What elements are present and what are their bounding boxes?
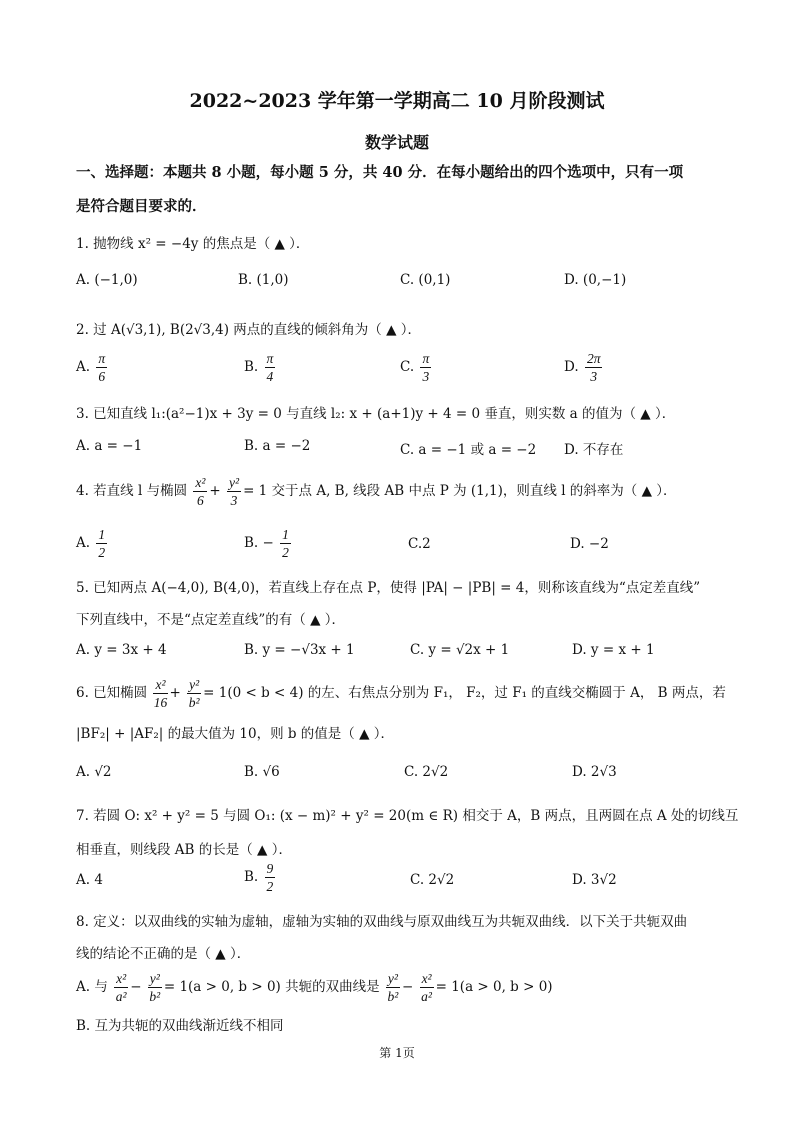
- section-heading-line1: 一、选择题：本题共 8 小题，每小题 5 分，共 40 分．在每小题给出的四个选项中，只有一项: [76, 164, 684, 181]
- question-6-option-a: A. √2: [76, 764, 112, 780]
- fraction: $\frac{\text{x²}}{\text{a²}}$: [115, 971, 127, 1004]
- fraction: $\frac{\text{y²}}{\text{b²}}$: [149, 971, 161, 1004]
- question-2-stem: 2. 过 A(√3,1), B(2√3,4) 两点的直线的倾斜角为（ ▲ ）．: [76, 322, 422, 338]
- question-6-stem: 6. 已知椭圆 $\frac{\text{x²}}{16}$ + $\frac{\text{y²}}{\text{b²}}$ = 1(0 < b < 4) 的左、右焦点分别为 F₁， F₂，过 F₁ 的直线交椭圆于 A， B 两点，若: [76, 677, 726, 710]
- question-5-option-a: A. y = 3x + 4: [76, 642, 167, 658]
- question-3-option-a: A. a = −1: [76, 438, 143, 454]
- question-8-line2: 线的结论不正确的是（ ▲ ）．: [76, 946, 251, 962]
- page-subtitle: 数学试题: [364, 133, 429, 152]
- question-7-line1: 7. 若圆 O: x² + y² = 5 与圆 O₁: (x − m)² + y² = 20(m ∈ R) 相交于 A，B 两点，且两圆在点 A 处的切线互: [76, 808, 739, 824]
- fraction: $\frac{\text{y²}}{\text{b²}}$: [387, 971, 399, 1004]
- fraction: $\frac{\text{y²}}{3}$: [229, 475, 240, 508]
- question-5-option-b: B. y = −√3x + 1: [244, 642, 355, 658]
- question-5-option-c: C. y = √2x + 1: [410, 642, 510, 658]
- fraction: $\frac{\text{x²}}{6}$: [195, 475, 206, 508]
- page-title: 2022~2023 学年第一学期高二 10 月阶段测试: [189, 90, 605, 112]
- fraction: $\frac{9}{2}$: [266, 861, 274, 894]
- question-5-line1: 5. 已知两点 A(−4,0), B(4,0)，若直线上存在点 P，使得 |PA| − |PB| = 4，则称该直线为“点定差直线”: [76, 580, 701, 596]
- fraction: $\frac{1}{2}$: [98, 527, 106, 560]
- question-2-option-a: A. $\frac{\pi}{6}$: [76, 351, 106, 384]
- question-3-option-c: C. a = −1 或 a = −2: [400, 442, 537, 458]
- question-4-option-d: D. −2: [570, 536, 609, 552]
- fraction: $\frac{\pi}{4}$: [266, 351, 274, 384]
- question-5-line2: 下列直线中，不是“点定差直线”的有（ ▲ ）．: [76, 612, 346, 628]
- question-7-option-d: D. 3√2: [572, 872, 617, 888]
- question-1-stem: 1. 抛物线 x² = −4y 的焦点是（ ▲ ）．: [76, 236, 310, 252]
- question-1-option-d: D. (0,−1): [564, 272, 627, 288]
- fraction: $\frac{\text{x²}}{16}$: [153, 677, 168, 710]
- fraction: $\frac{2\pi}{3}$: [586, 351, 601, 384]
- question-7-line2: 相垂直，则线段 AB 的长是（ ▲ ）．: [76, 842, 292, 858]
- question-8-option-a: A. 与 $\frac{\text{x²}}{\text{a²}}$ − $\frac{\text{y²}}{\text{b²}}$ = 1(a > 0, b > 0) 共轭的双曲线是 $\frac{\text{y²}}{\text{b²}}$ − $\frac{\text{x²}}{\text{a²}}$ = 1(a > 0, b > 0): [76, 971, 553, 1004]
- question-2-option-b: B. $\frac{\pi}{4}$: [244, 351, 274, 384]
- fraction: $\frac{1}{2}$: [282, 527, 289, 560]
- question-6-option-b: B. √6: [244, 764, 280, 780]
- question-4-option-a: A. $\frac{1}{2}$: [76, 527, 106, 560]
- question-4-stem: 4. 若直线 l 与椭圆 $\frac{\text{x²}}{6}$ + $\frac{\text{y²}}{3}$ = 1 交于点 A, B, 线段 AB 中点 P 为 (1,1)，则直线 l 的斜率为（ ▲ ）．: [76, 475, 677, 508]
- question-3-option-b: B. a = −2: [244, 438, 311, 454]
- question-1-option-c: C. (0,1): [400, 272, 451, 288]
- question-6-option-d: D. 2√3: [572, 764, 617, 780]
- question-4-option-c: C.2: [408, 536, 431, 552]
- question-1-option-b: B. (1,0): [238, 272, 289, 288]
- question-8-line1: 8. 定义：以双曲线的实轴为虚轴，虚轴为实轴的双曲线与原双曲线互为共轭双曲线．以下关于共轭双曲: [76, 914, 688, 930]
- question-6-line2: |BF₂| + |AF₂| 的最大值为 10，则 b 的值是（ ▲ ）．: [76, 726, 395, 742]
- fraction: $\frac{\text{y²}}{\text{b²}}$: [188, 677, 200, 710]
- question-8-option-b: B. 互为共轭的双曲线渐近线不相同: [76, 1018, 284, 1034]
- question-4-option-b: B. − $\frac{1}{2}$: [244, 527, 289, 560]
- question-7-option-a: A. 4: [76, 872, 103, 888]
- fraction: $\frac{\pi}{6}$: [98, 351, 106, 384]
- fraction: $\frac{\text{x²}}{\text{a²}}$: [421, 971, 432, 1004]
- question-7-option-b: B. $\frac{9}{2}$: [244, 861, 274, 894]
- question-3-option-d: D. 不存在: [564, 442, 624, 458]
- question-1-option-a: A. (−1,0): [76, 272, 138, 288]
- question-3-stem: 3. 已知直线 l₁:(a²−1)x + 3y = 0 与直线 l₂: x + (a+1)y + 4 = 0 垂直，则实数 a 的值为（ ▲ ）．: [76, 406, 676, 422]
- section-heading-line2: 是符合题目要求的．: [76, 198, 207, 215]
- page-number: 第 1页: [379, 1046, 415, 1060]
- fraction: $\frac{\pi}{3}$: [422, 351, 430, 384]
- question-2-option-d: D. $\frac{2\pi}{3}$: [564, 351, 601, 384]
- question-5-option-d: D. y = x + 1: [572, 642, 655, 658]
- question-2-option-c: C. $\frac{\pi}{3}$: [400, 351, 430, 384]
- question-6-option-c: C. 2√2: [404, 764, 449, 780]
- question-7-option-c: C. 2√2: [410, 872, 455, 888]
